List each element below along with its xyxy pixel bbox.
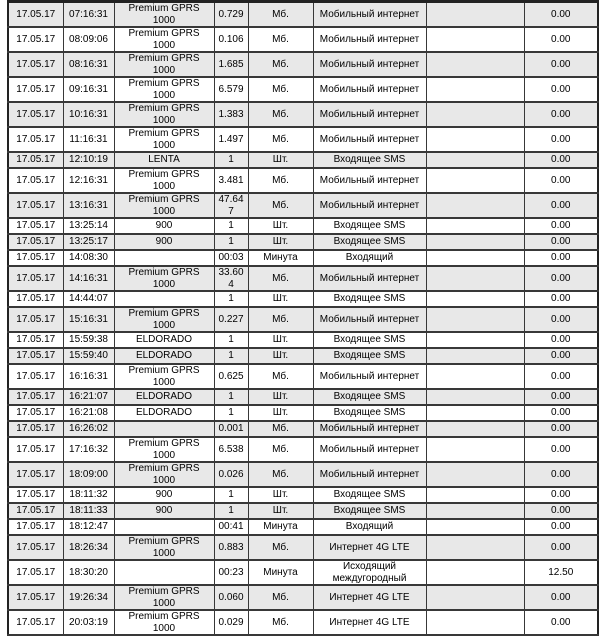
cell-amount: 6.579 (214, 77, 248, 102)
cell-cost: 0.00 (524, 127, 598, 152)
cell-type: Входящее SMS (313, 487, 426, 503)
table-row (8, 127, 598, 152)
cell-amount: 1 (214, 487, 248, 503)
cell-service: Premium GPRS 1000 (114, 52, 214, 77)
table-row (8, 218, 598, 234)
cell-type: Мобильный интернет (313, 193, 426, 218)
cell-note (426, 234, 524, 250)
cell-cost: 0.00 (524, 307, 598, 332)
cell-type: Мобильный интернет (313, 77, 426, 102)
cell-amount: 0.029 (214, 610, 248, 635)
table-row (8, 234, 598, 250)
cell-type: Мобильный интернет (313, 52, 426, 77)
cell-amount: 1 (214, 152, 248, 168)
cell-amount: 1.685 (214, 52, 248, 77)
cell-amount: 33.604 (214, 266, 248, 291)
cell-cost: 0.00 (524, 250, 598, 266)
cell-time: 10:16:31 (63, 102, 114, 127)
cell-type: Мобильный интернет (313, 364, 426, 389)
cell-unit: Мб. (248, 168, 313, 193)
cell-unit: Шт. (248, 234, 313, 250)
cell-service: Premium GPRS 1000 (114, 437, 214, 462)
cell-service: 900 (114, 234, 214, 250)
cell-date: 17.05.17 (8, 389, 63, 405)
cell-note (426, 127, 524, 152)
cell-service (114, 250, 214, 266)
cell-time: 18:11:32 (63, 487, 114, 503)
cell-type: Исходящий междугородный (313, 560, 426, 585)
cell-amount: 1.383 (214, 102, 248, 127)
cell-type: Входящее SMS (313, 405, 426, 421)
cell-date: 17.05.17 (8, 193, 63, 218)
cell-date: 17.05.17 (8, 364, 63, 389)
cell-time: 14:08:30 (63, 250, 114, 266)
table-row (8, 364, 598, 389)
cell-service: Premium GPRS 1000 (114, 266, 214, 291)
cell-date: 17.05.17 (8, 307, 63, 332)
cell-service (114, 291, 214, 307)
cell-date: 17.05.17 (8, 585, 63, 610)
cell-unit: Мб. (248, 610, 313, 635)
cell-time: 08:16:31 (63, 52, 114, 77)
cell-service: Premium GPRS 1000 (114, 77, 214, 102)
cell-unit: Мб. (248, 52, 313, 77)
cell-unit: Минута (248, 560, 313, 585)
cell-cost: 0.00 (524, 2, 598, 28)
cell-note (426, 102, 524, 127)
cell-unit: Минута (248, 519, 313, 535)
cell-service: Premium GPRS 1000 (114, 127, 214, 152)
cell-amount: 1 (214, 218, 248, 234)
cell-service: Premium GPRS 1000 (114, 610, 214, 635)
cell-service: ELDORADO (114, 405, 214, 421)
cell-note (426, 152, 524, 168)
cell-service: Premium GPRS 1000 (114, 27, 214, 52)
cell-note (426, 503, 524, 519)
cell-type: Мобильный интернет (313, 462, 426, 487)
cell-date: 17.05.17 (8, 348, 63, 364)
cell-unit: Шт. (248, 348, 313, 364)
cell-cost: 0.00 (524, 218, 598, 234)
table-row (8, 560, 598, 585)
cell-note (426, 585, 524, 610)
cell-amount: 0.106 (214, 27, 248, 52)
cell-note (426, 610, 524, 635)
cell-amount: 1 (214, 291, 248, 307)
cell-amount: 00:03 (214, 250, 248, 266)
cell-unit: Мб. (248, 77, 313, 102)
cell-type: Мобильный интернет (313, 437, 426, 462)
cell-amount: 00:23 (214, 560, 248, 585)
cell-cost: 0.00 (524, 291, 598, 307)
cell-date: 17.05.17 (8, 2, 63, 28)
cell-unit: Минута (248, 250, 313, 266)
cell-note (426, 27, 524, 52)
cell-time: 16:21:07 (63, 389, 114, 405)
cell-date: 17.05.17 (8, 266, 63, 291)
cell-amount: 0.883 (214, 535, 248, 560)
cell-unit: Шт. (248, 291, 313, 307)
cell-service: Premium GPRS 1000 (114, 462, 214, 487)
cell-note (426, 389, 524, 405)
cell-cost: 0.00 (524, 503, 598, 519)
cell-service: ELDORADO (114, 389, 214, 405)
table-row (8, 421, 598, 437)
cell-cost: 0.00 (524, 168, 598, 193)
cell-cost: 12.50 (524, 560, 598, 585)
cell-unit: Шт. (248, 389, 313, 405)
cell-date: 17.05.17 (8, 291, 63, 307)
cell-cost: 0.00 (524, 364, 598, 389)
cell-service: Premium GPRS 1000 (114, 2, 214, 28)
cell-type: Мобильный интернет (313, 168, 426, 193)
cell-unit: Мб. (248, 102, 313, 127)
cell-cost: 0.00 (524, 405, 598, 421)
cell-unit: Мб. (248, 535, 313, 560)
table-row (8, 462, 598, 487)
cell-unit: Мб. (248, 2, 313, 28)
cell-amount: 47.647 (214, 193, 248, 218)
cell-cost: 0.00 (524, 52, 598, 77)
cell-type: Мобильный интернет (313, 102, 426, 127)
cell-note (426, 52, 524, 77)
cell-unit: Мб. (248, 127, 313, 152)
cell-date: 17.05.17 (8, 487, 63, 503)
cell-amount: 0.001 (214, 421, 248, 437)
cell-note (426, 519, 524, 535)
cell-time: 19:26:34 (63, 585, 114, 610)
cell-service: ELDORADO (114, 348, 214, 364)
cell-service: 900 (114, 218, 214, 234)
cell-time: 11:16:31 (63, 127, 114, 152)
cell-time: 20:03:19 (63, 610, 114, 635)
table-row (8, 389, 598, 405)
cell-note (426, 168, 524, 193)
table-row (8, 266, 598, 291)
cell-unit: Шт. (248, 152, 313, 168)
cell-note (426, 535, 524, 560)
cell-type: Входящее SMS (313, 152, 426, 168)
cell-unit: Шт. (248, 332, 313, 348)
cell-time: 14:44:07 (63, 291, 114, 307)
cell-date: 17.05.17 (8, 560, 63, 585)
table-row (8, 250, 598, 266)
cell-amount: 1 (214, 348, 248, 364)
cell-date: 17.05.17 (8, 218, 63, 234)
cell-type: Интернет 4G LTE (313, 585, 426, 610)
cell-note (426, 332, 524, 348)
cell-type: Входящее SMS (313, 503, 426, 519)
table-row (8, 503, 598, 519)
cell-cost: 0.00 (524, 535, 598, 560)
cell-service: Premium GPRS 1000 (114, 168, 214, 193)
cell-amount: 00:41 (214, 519, 248, 535)
cell-time: 18:30:20 (63, 560, 114, 585)
cell-time: 18:11:33 (63, 503, 114, 519)
cell-amount: 0.729 (214, 2, 248, 28)
cell-note (426, 307, 524, 332)
cell-type: Мобильный интернет (313, 266, 426, 291)
cell-time: 09:16:31 (63, 77, 114, 102)
cell-time: 15:59:38 (63, 332, 114, 348)
cell-unit: Мб. (248, 421, 313, 437)
cell-cost: 0.00 (524, 421, 598, 437)
table-row (8, 168, 598, 193)
cell-date: 17.05.17 (8, 437, 63, 462)
cell-type: Мобильный интернет (313, 127, 426, 152)
cell-unit: Шт. (248, 405, 313, 421)
cell-amount: 1 (214, 234, 248, 250)
cell-service: ELDORADO (114, 332, 214, 348)
cell-time: 13:16:31 (63, 193, 114, 218)
cell-type: Входящее SMS (313, 348, 426, 364)
table-row (8, 610, 598, 635)
cell-time: 15:59:40 (63, 348, 114, 364)
cell-time: 16:26:02 (63, 421, 114, 437)
cell-service: 900 (114, 487, 214, 503)
table-row (8, 77, 598, 102)
table-row (8, 152, 598, 168)
cell-unit: Шт. (248, 218, 313, 234)
cell-cost: 0.00 (524, 193, 598, 218)
table-row (8, 437, 598, 462)
cell-note (426, 462, 524, 487)
cell-date: 17.05.17 (8, 152, 63, 168)
cell-cost: 0.00 (524, 27, 598, 52)
cell-note (426, 266, 524, 291)
cell-unit: Мб. (248, 27, 313, 52)
cell-cost: 0.00 (524, 610, 598, 635)
cell-note (426, 487, 524, 503)
cell-time: 18:12:47 (63, 519, 114, 535)
cell-type: Мобильный интернет (313, 307, 426, 332)
cell-service: LENTA (114, 152, 214, 168)
table-row (8, 487, 598, 503)
cell-date: 17.05.17 (8, 27, 63, 52)
cell-unit: Мб. (248, 585, 313, 610)
cell-type: Входящий (313, 519, 426, 535)
cell-amount: 1 (214, 503, 248, 519)
table-row (8, 405, 598, 421)
cell-time: 12:10:19 (63, 152, 114, 168)
cell-type: Интернет 4G LTE (313, 610, 426, 635)
cell-service (114, 519, 214, 535)
cell-cost: 0.00 (524, 389, 598, 405)
cell-unit: Шт. (248, 503, 313, 519)
cell-time: 14:16:31 (63, 266, 114, 291)
table-row (8, 2, 598, 28)
cell-unit: Мб. (248, 462, 313, 487)
cell-time: 18:26:34 (63, 535, 114, 560)
cell-time: 16:21:08 (63, 405, 114, 421)
cell-time: 15:16:31 (63, 307, 114, 332)
cell-service: Premium GPRS 1000 (114, 364, 214, 389)
cell-cost: 0.00 (524, 487, 598, 503)
cell-type: Входящее SMS (313, 234, 426, 250)
cell-date: 17.05.17 (8, 462, 63, 487)
cell-cost: 0.00 (524, 585, 598, 610)
cell-cost: 0.00 (524, 462, 598, 487)
cell-date: 17.05.17 (8, 102, 63, 127)
cell-note (426, 218, 524, 234)
cell-type: Входящий (313, 250, 426, 266)
cell-note (426, 421, 524, 437)
cell-amount: 0.227 (214, 307, 248, 332)
cell-date: 17.05.17 (8, 77, 63, 102)
cell-cost: 0.00 (524, 519, 598, 535)
cell-time: 08:09:06 (63, 27, 114, 52)
cell-time: 16:16:31 (63, 364, 114, 389)
cell-unit: Мб. (248, 193, 313, 218)
cell-type: Интернет 4G LTE (313, 535, 426, 560)
cell-date: 17.05.17 (8, 503, 63, 519)
cell-note (426, 2, 524, 28)
cell-amount: 1 (214, 389, 248, 405)
cell-time: 17:16:32 (63, 437, 114, 462)
table-row (8, 585, 598, 610)
cell-date: 17.05.17 (8, 168, 63, 193)
cell-time: 13:25:17 (63, 234, 114, 250)
table-row (8, 27, 598, 52)
cell-service: Premium GPRS 1000 (114, 535, 214, 560)
cell-service: Premium GPRS 1000 (114, 193, 214, 218)
cell-unit: Шт. (248, 487, 313, 503)
table-row (8, 102, 598, 127)
cell-type: Мобильный интернет (313, 27, 426, 52)
cell-date: 17.05.17 (8, 332, 63, 348)
cell-cost: 0.00 (524, 77, 598, 102)
cell-note (426, 291, 524, 307)
usage-table-body (8, 2, 598, 636)
cell-unit: Мб. (248, 437, 313, 462)
cell-cost: 0.00 (524, 152, 598, 168)
cell-note (426, 250, 524, 266)
cell-cost: 0.00 (524, 234, 598, 250)
cell-amount: 1 (214, 332, 248, 348)
cell-date: 17.05.17 (8, 519, 63, 535)
cell-cost: 0.00 (524, 332, 598, 348)
cell-cost: 0.00 (524, 102, 598, 127)
cell-unit: Мб. (248, 307, 313, 332)
cell-note (426, 348, 524, 364)
cell-date: 17.05.17 (8, 535, 63, 560)
cell-service (114, 421, 214, 437)
cell-type: Входящее SMS (313, 291, 426, 307)
cell-date: 17.05.17 (8, 610, 63, 635)
cell-amount: 0.060 (214, 585, 248, 610)
cell-type: Входящее SMS (313, 332, 426, 348)
cell-time: 07:16:31 (63, 2, 114, 28)
cell-amount: 0.026 (214, 462, 248, 487)
table-row (8, 332, 598, 348)
table-row (8, 519, 598, 535)
cell-service: Premium GPRS 1000 (114, 585, 214, 610)
cell-cost: 0.00 (524, 266, 598, 291)
cell-date: 17.05.17 (8, 234, 63, 250)
cell-note (426, 405, 524, 421)
cell-amount: 3.481 (214, 168, 248, 193)
cell-note (426, 437, 524, 462)
cell-note (426, 193, 524, 218)
cell-time: 12:16:31 (63, 168, 114, 193)
cell-amount: 1.497 (214, 127, 248, 152)
table-row (8, 291, 598, 307)
cell-unit: Мб. (248, 364, 313, 389)
table-row (8, 535, 598, 560)
cell-cost: 0.00 (524, 437, 598, 462)
cell-date: 17.05.17 (8, 52, 63, 77)
cell-time: 18:09:00 (63, 462, 114, 487)
cell-date: 17.05.17 (8, 127, 63, 152)
cell-type: Мобильный интернет (313, 2, 426, 28)
cell-date: 17.05.17 (8, 421, 63, 437)
cell-amount: 0.625 (214, 364, 248, 389)
cell-time: 13:25:14 (63, 218, 114, 234)
cell-amount: 6.538 (214, 437, 248, 462)
cell-date: 17.05.17 (8, 405, 63, 421)
usage-detail-table (7, 0, 599, 636)
cell-service: 900 (114, 503, 214, 519)
cell-note (426, 77, 524, 102)
table-row (8, 348, 598, 364)
cell-date: 17.05.17 (8, 250, 63, 266)
table-row (8, 193, 598, 218)
cell-type: Мобильный интернет (313, 421, 426, 437)
cell-amount: 1 (214, 405, 248, 421)
cell-service (114, 560, 214, 585)
cell-cost: 0.00 (524, 348, 598, 364)
cell-note (426, 364, 524, 389)
cell-type: Входящее SMS (313, 389, 426, 405)
cell-service: Premium GPRS 1000 (114, 102, 214, 127)
table-row (8, 52, 598, 77)
table-row (8, 307, 598, 332)
cell-service: Premium GPRS 1000 (114, 307, 214, 332)
cell-note (426, 560, 524, 585)
cell-type: Входящее SMS (313, 218, 426, 234)
cell-unit: Мб. (248, 266, 313, 291)
